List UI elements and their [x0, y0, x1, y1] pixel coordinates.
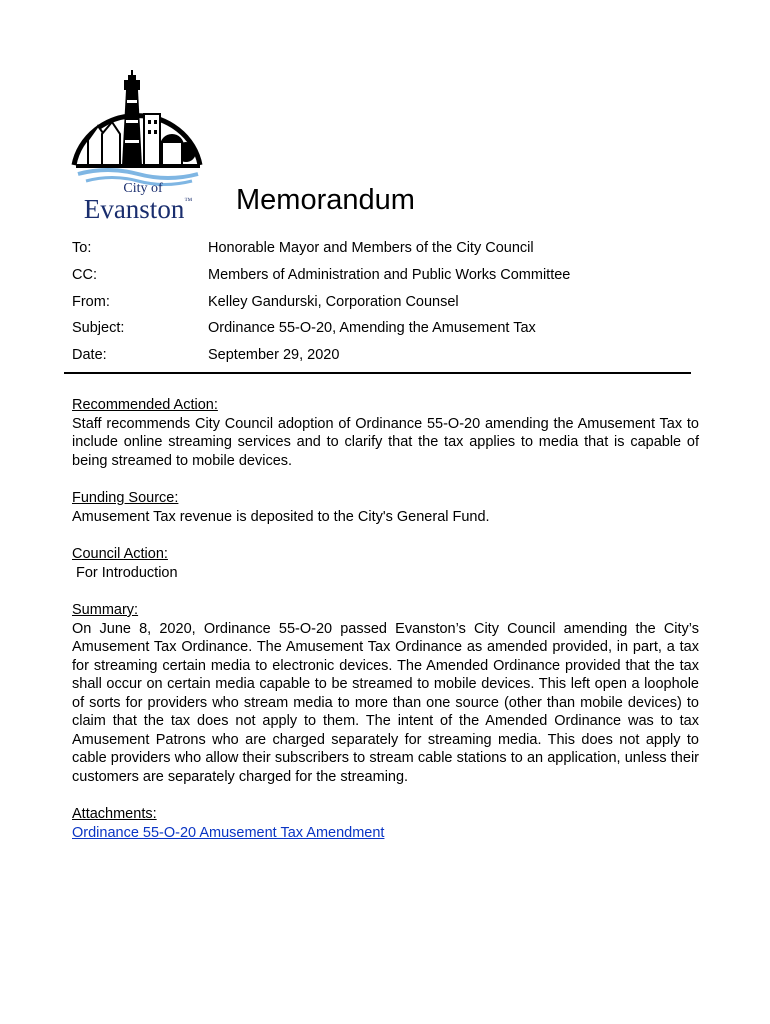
- header-row-to: [72, 240, 712, 267]
- section-attachments: [72, 805, 699, 842]
- header-label: To:: [72, 240, 92, 256]
- attachment-link[interactable]: Ordinance 55-O-20 Amusement Tax Amendment: [72, 824, 385, 841]
- logo-text: [68, 182, 208, 223]
- logo-evanston: Evanston: [83, 194, 185, 224]
- header-value: Honorable Mayor and Members of the City Council: [208, 240, 534, 256]
- header-row-cc: [72, 267, 712, 294]
- header-label: Date:: [72, 347, 107, 364]
- memo-title: Memorandum: [236, 184, 415, 216]
- section-summary: [72, 601, 699, 786]
- section-funding-source: [72, 489, 699, 526]
- section-text: For Introduction: [76, 564, 178, 581]
- header-row-subject: [72, 320, 712, 347]
- header-value: September 29, 2020: [208, 347, 340, 364]
- header-value: Ordinance 55-O-20, Amending the Amusement Tax: [208, 320, 536, 337]
- section-heading: Council Action:: [72, 546, 168, 562]
- logo-city-of: City of: [123, 181, 163, 196]
- logo-trademark: ™: [184, 196, 193, 205]
- city-of-evanston-logo: [68, 70, 208, 222]
- header-row-from: [72, 294, 712, 321]
- header-label: CC:: [72, 266, 97, 283]
- header-row-date: [72, 347, 712, 374]
- header-value: Kelley Gandurski, Corporation Counsel: [208, 293, 459, 310]
- memo-header: [72, 240, 712, 374]
- section-heading: Funding Source:: [72, 490, 179, 506]
- section-text: Staff recommends City Council adoption of Ordinance 55-O-20 amending the Amusement Tax to include online streaming services and to clarify that the tax applies to media that is capable of being streamed to mobile devices.: [72, 415, 699, 469]
- section-text: Amusement Tax revenue is deposited to the City's General Fund.: [72, 508, 490, 525]
- section-text: On June 8, 2020, Ordinance 55-O-20 passed Evanston’s City Council amending the City’s Amusement Tax Ordinance. The Amusement Tax Ordinance as amended provided, in part, a tax for streaming certain media to electronic devices. The Amended Ordinance provided that the tax shall occur on certain media capable to be streamed to mobile devices. This left open a loophole of sorts for providers who stream media to more than one source (other than mobile devices) to claim that the tax does not apply to them. The intent of the Amended Ordinance was to tax Amusement Patrons who are charged separately for streaming media. This does not apply to cable providers who allow their subscribers to stream cable stations to an application, unless their customers are separately charged for the streaming.: [72, 620, 699, 785]
- section-heading: Attachments:: [72, 806, 157, 822]
- header-label: From:: [72, 293, 110, 310]
- memo-body: [72, 396, 699, 861]
- section-recommended-action: [72, 396, 699, 470]
- header-value: Members of Administration and Public Works Committee: [208, 266, 571, 283]
- header-divider: [64, 372, 691, 374]
- header-label: Subject:: [72, 320, 125, 337]
- section-heading: Recommended Action:: [72, 397, 218, 413]
- section-heading: Summary:: [72, 602, 139, 618]
- section-council-action: [72, 545, 699, 582]
